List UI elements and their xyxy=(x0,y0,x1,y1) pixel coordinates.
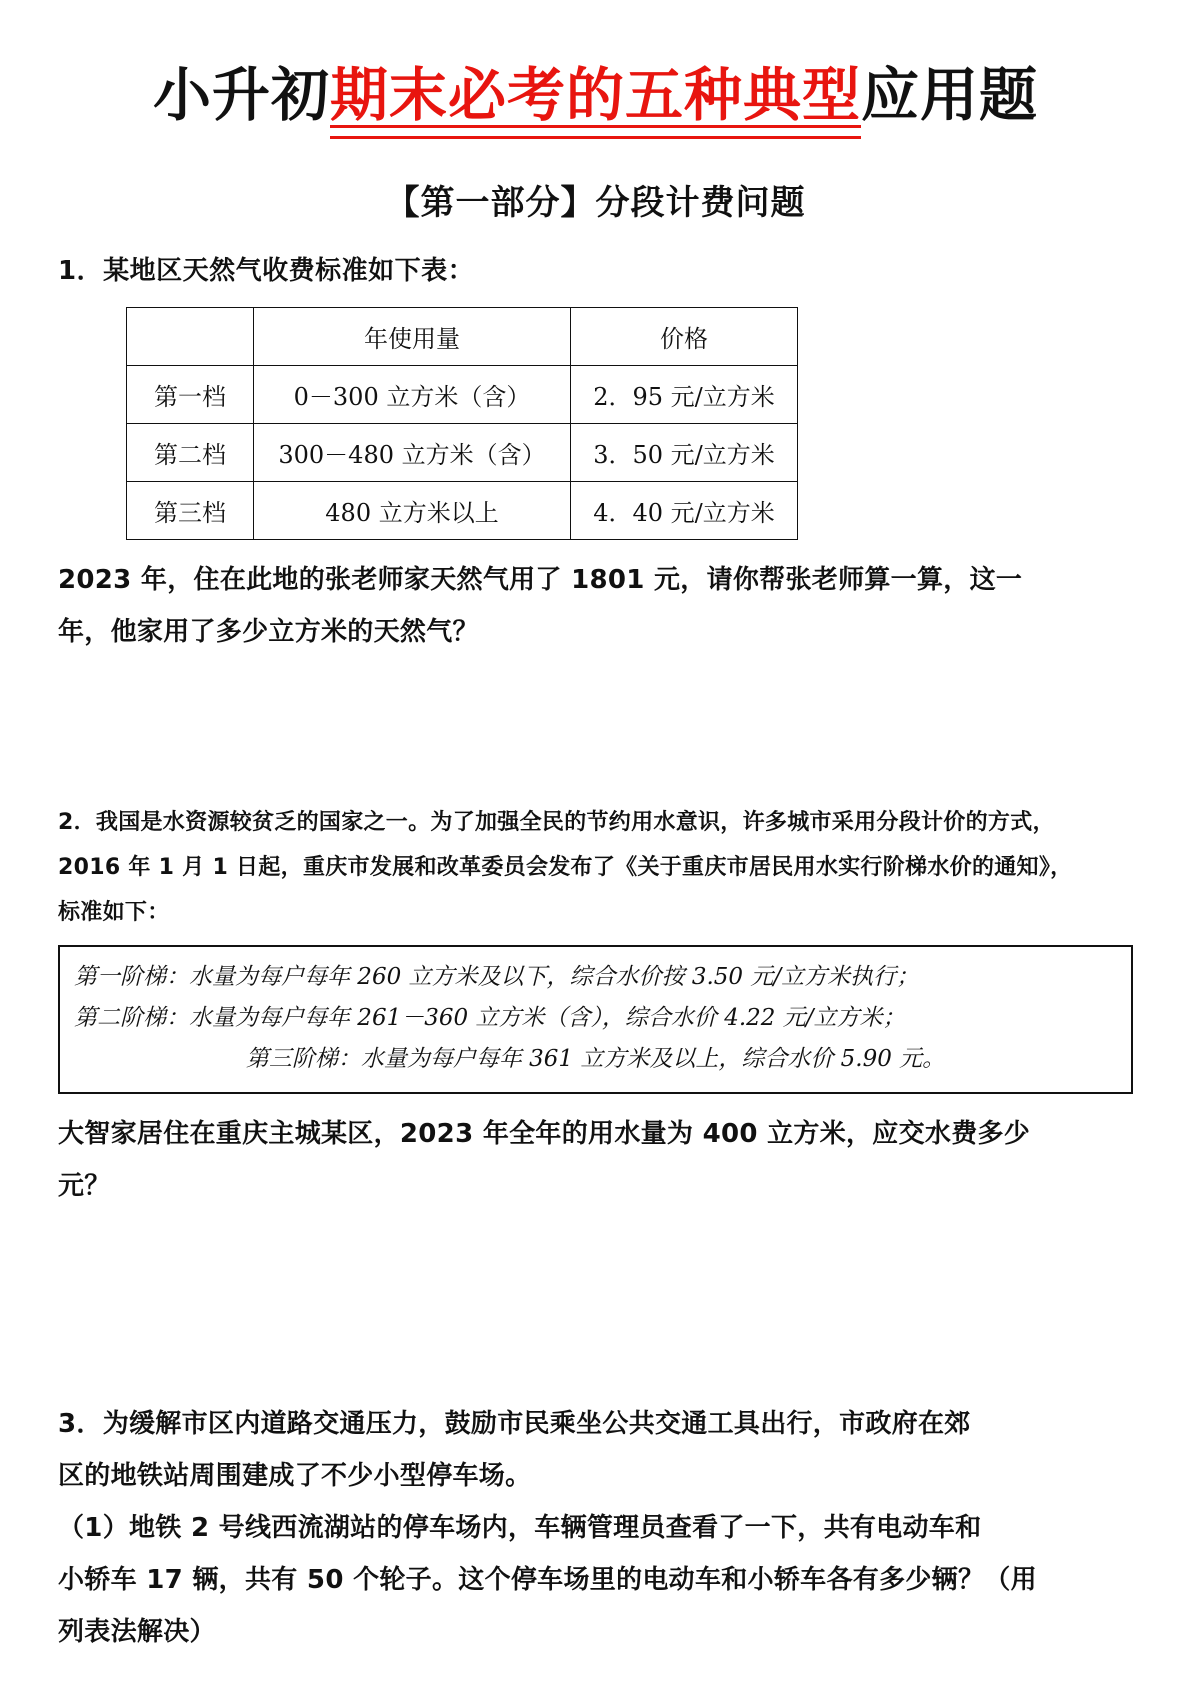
table-header-cell-blank xyxy=(127,307,254,365)
question1-body-line-1: 2023 年，住在此地的张老师家天然气用了 1801 元，请你帮张老师算一算，这一 xyxy=(58,564,1023,595)
question3-body xyxy=(58,1398,1133,1658)
table-header-cell-usage: 年使用量 xyxy=(254,307,571,365)
table-cell-tier-3-usage: 480 立方米以上 xyxy=(254,481,571,539)
question3-line-2: 区的地铁站周围建成了不少小型停车场。 xyxy=(58,1460,532,1491)
table-header-row xyxy=(127,307,798,365)
table-cell-tier-1-price: 2．95 元/立方米 xyxy=(571,365,798,423)
page-title xyxy=(153,62,1038,133)
question1-body-line-2: 年，他家用了多少立方米的天然气？ xyxy=(58,616,479,647)
table-cell-tier-2-price: 3．50 元/立方米 xyxy=(571,423,798,481)
title-block xyxy=(0,62,1191,133)
question3-line-4: 小轿车 17 辆，共有 50 个轮子。这个停车场里的电动车和小轿车各有多少辆？（用 xyxy=(58,1564,1037,1595)
water-tier-2: 第二阶梯：水量为每户每年 261－360 立方米（含），综合水价 4.22 元/立方米； xyxy=(74,1004,906,1031)
title-highlight: 期末必考的五种典型 xyxy=(330,62,861,133)
question2-body-line-1: 大智家居住在重庆主城某区，2023 年全年的用水量为 400 立方米，应交水费多少 xyxy=(58,1118,1031,1149)
table-cell-tier-3-name: 第三档 xyxy=(127,481,254,539)
title-part-3: 应用题 xyxy=(861,61,1039,129)
water-tier-1: 第一阶梯：水量为每户每年 260 立方米及以下，综合水价按 3.50 元/立方米执行； xyxy=(74,963,920,990)
section-subtitle: 【第一部分】分段计费问题 xyxy=(385,182,806,223)
question2-body-line-2: 元？ xyxy=(58,1170,111,1201)
question3-line-5: 列表法解决） xyxy=(58,1616,216,1647)
gas-price-table-wrapper xyxy=(126,307,1191,540)
question3-line-3: （1）地铁 2 号线西流湖站的停车场内，车辆管理员查看了一下，共有电动车和 xyxy=(58,1512,982,1543)
gas-price-table xyxy=(126,307,798,540)
spacer-answer-area-2 xyxy=(0,1212,1191,1384)
question2-line-3: 标准如下： xyxy=(58,899,170,925)
table-cell-tier-1-name: 第一档 xyxy=(127,365,254,423)
question2-line-2: 2016 年 1 月 1 日起，重庆市发展和改革委员会发布了《关于重庆市居民用水实行阶梯水价的通知》， xyxy=(58,854,1073,880)
table-row xyxy=(127,481,798,539)
table-row xyxy=(127,365,798,423)
question2-intro xyxy=(58,800,1133,935)
question2-body xyxy=(58,1108,1133,1212)
question2-line-1: 2．我国是水资源较贫乏的国家之一。为了加强全民的节约用水意识，许多城市采用分段计价的方式， xyxy=(58,809,1055,835)
title-part-1: 小升初 xyxy=(152,61,330,129)
water-tier-3: 第三阶梯：水量为每户每年 361 立方米及以上，综合水价 5.90 元。 xyxy=(245,1045,946,1072)
question1-body xyxy=(58,554,1133,658)
question1-prompt: 1．某地区天然气收费标准如下表： xyxy=(58,255,475,286)
table-cell-tier-2-name: 第二档 xyxy=(127,423,254,481)
question3-line-1: 3．为缓解市区内道路交通压力，鼓励市民乘坐公共交通工具出行，市政府在郊 xyxy=(58,1408,971,1439)
table-cell-tier-3-price: 4．40 元/立方米 xyxy=(571,481,798,539)
table-row xyxy=(127,423,798,481)
table-header-cell-price: 价格 xyxy=(571,307,798,365)
spacer-answer-area-1 xyxy=(0,658,1191,786)
table-cell-tier-1-usage: 0－300 立方米（含） xyxy=(254,365,571,423)
water-tier-box xyxy=(58,945,1133,1094)
table-cell-tier-2-usage: 300－480 立方米（含） xyxy=(254,423,571,481)
